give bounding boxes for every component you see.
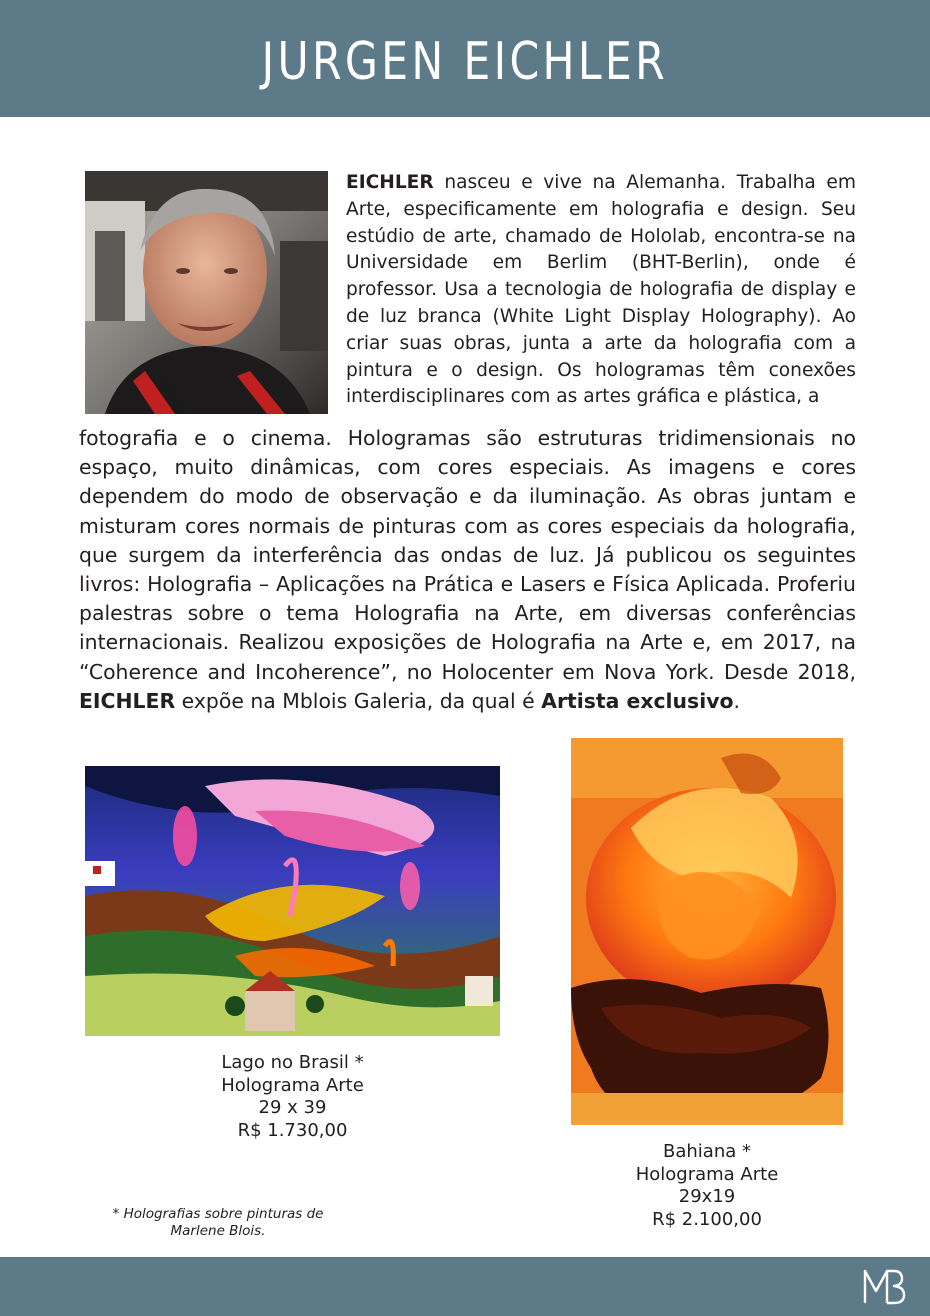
footnote-line-2: Marlene Blois.: [170, 1223, 266, 1239]
bio-text-1: fotografia e o cinema. Hologramas são estruturas tridimensionais no espaço, muito dinâmicas, com cores especiais. As imagens e cores dependem do modo de observação e da iluminação. As obras juntam e misturam cores normais de pinturas com as cores especiais da holografia, que surgem da interferência das ondas de luz. Já publicou os seguintes livros: Holografia – Aplicações na Prática e Lasers e Física Aplicada. Proferiu palestras sobre o tema Holografia na Arte, em diversas conferências internacionais. Realizou exposições de Holografia na Arte e, em 2017, na “Coherence and Incoherence”, no Holocenter em Nova York. Desde 2018,: [79, 426, 856, 684]
intro-paragraph: [346, 170, 856, 411]
intro-text: nasceu e vive na Alemanha. Trabalha em Arte, especificamente em holografia e design. Seu estúdio de arte, chamado de Hololab, encontra-se na Universidade em Berlim (BHT-Berlin), onde é professor. Usa a tecnologia de holografia de display e de luz branca (White Light Display Holography). Ao criar suas obras, junta a arte da holografia com a pintura e o design. Os hologramas têm conexões interdisciplinares com as artes gráfica e plástica, a: [346, 172, 856, 408]
bio-text-3: .: [733, 688, 740, 713]
bio-name-bold: EICHLER: [79, 688, 176, 713]
artwork-title: Lago no Brasil *: [221, 1052, 364, 1073]
artwork-image-bahiana: [571, 738, 843, 1125]
artwork-price: R$ 2.100,00: [652, 1208, 762, 1230]
mb-logo-icon: [860, 1265, 908, 1307]
artist-portrait: [85, 171, 328, 414]
footnote-line-1: * Holografias sobre pinturas de: [112, 1206, 324, 1222]
artwork-caption-lago: [160, 1052, 425, 1142]
artwork-size: 29x19: [678, 1186, 736, 1207]
page-title: JURGEN EICHLER: [261, 31, 669, 92]
header-band: [0, 0, 930, 117]
bio-text-2: expõe na Mblois Galeria, da qual é: [175, 688, 542, 713]
artwork-size: 29 x 39: [258, 1097, 327, 1118]
artwork-caption-bahiana: [571, 1141, 843, 1231]
footer-band: [0, 1257, 930, 1316]
footnote: [88, 1206, 348, 1240]
artwork-type: Holograma Arte: [221, 1074, 364, 1096]
artwork-title: Bahiana *: [663, 1141, 751, 1162]
bio-highlight-bold: Artista exclusivo: [541, 688, 734, 713]
artwork-price: R$ 1.730,00: [237, 1119, 348, 1141]
biography-paragraph: [79, 424, 856, 716]
artwork-type: Holograma Arte: [635, 1163, 779, 1185]
artist-name-bold: EICHLER: [346, 172, 434, 193]
artwork-image-lago: [85, 766, 500, 1036]
